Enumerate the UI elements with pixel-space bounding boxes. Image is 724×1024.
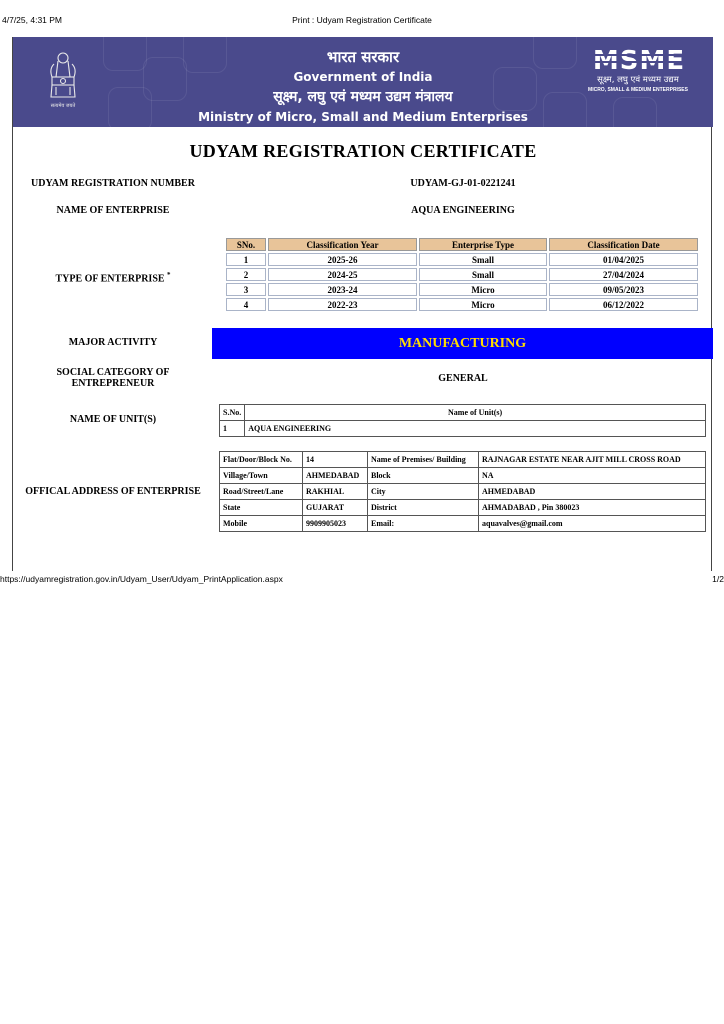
- table-cell: 2023-24: [268, 283, 417, 296]
- address-field-label: Village/Town: [220, 468, 303, 484]
- emblem-motto: सत्यमेव जयते: [50, 103, 76, 109]
- address-field-value: RAKHIAL: [303, 484, 368, 500]
- table-cell: 2024-25: [268, 268, 417, 281]
- address-table: [219, 451, 706, 532]
- table-row: [226, 253, 698, 266]
- units-label: NAME OF UNIT(S): [69, 414, 157, 425]
- address-field-label: Mobile: [220, 516, 303, 532]
- address-label: OFFICAL ADDRESS OF ENTERPRISE: [25, 486, 201, 497]
- classification-header-row: [226, 238, 698, 251]
- table-cell: 09/05/2023: [549, 283, 698, 296]
- table-cell: 2022-23: [268, 298, 417, 311]
- table-cell: 2025-26: [268, 253, 417, 266]
- col-header: S.No.: [220, 405, 245, 421]
- address-field-value: 9909905023: [303, 516, 368, 532]
- asterisk: *: [167, 271, 171, 279]
- table-row: [220, 468, 706, 484]
- address-field-label: State: [220, 500, 303, 516]
- table-row: [220, 484, 706, 500]
- table-row: [220, 516, 706, 532]
- certificate: [12, 37, 712, 571]
- address-field-value: AHMEDABAD: [303, 468, 368, 484]
- table-cell: Micro: [419, 283, 547, 296]
- address-field-value: aquavalves@gmail.com: [479, 516, 706, 532]
- print-header: [0, 15, 724, 27]
- social-category-value: GENERAL: [438, 373, 488, 384]
- banner-ministry: Ministry of Micro, Small and Medium Enterprises: [198, 110, 528, 124]
- banner-hindi-ministry: सूक्ष्म, लघु एवं मध्यम उद्यम मंत्रालय: [273, 89, 453, 105]
- table-cell: 06/12/2022: [549, 298, 698, 311]
- print-url: https://udyamregistration.gov.in/Udyam_User/Udyam_PrintApplication.aspx: [0, 574, 283, 584]
- col-header: Enterprise Type: [419, 238, 547, 251]
- msme-english-text: MICRO, SMALL & MEDIUM ENTERPRISES: [588, 87, 688, 93]
- msme-hindi-text: सूक्ष्म, लघु एवं मध्यम उद्यम: [597, 75, 679, 85]
- address-field-value: 14: [303, 452, 368, 468]
- col-header: Name of Unit(s): [245, 405, 706, 421]
- government-banner: [13, 37, 713, 127]
- major-activity-value: MANUFACTURING: [212, 328, 713, 359]
- table-cell: Micro: [419, 298, 547, 311]
- table-row: [220, 500, 706, 516]
- address-field-label: Block: [368, 468, 479, 484]
- table-row: [226, 298, 698, 311]
- print-title: Print : Udyam Registration Certificate: [292, 15, 432, 25]
- reg-number-label: UDYAM REGISTRATION NUMBER: [31, 178, 195, 189]
- banner-hindi-govt: भारत सरकार: [326, 48, 400, 66]
- enterprise-type-label: [13, 271, 213, 284]
- address-field-label: Flat/Door/Block No.: [220, 452, 303, 468]
- social-category-label-line2: ENTREPRENEUR: [71, 378, 155, 389]
- certificate-title: UDYAM REGISTRATION CERTIFICATE: [189, 141, 537, 161]
- social-category-label: [13, 367, 213, 389]
- table-cell: 3: [226, 283, 266, 296]
- table-cell: Small: [419, 268, 547, 281]
- enterprise-type-label-text: TYPE OF ENTERPRISE: [55, 273, 165, 285]
- social-category-label-line1: SOCIAL CATEGORY OF: [56, 367, 170, 378]
- address-field-value: AHMADABAD , Pin 380023: [479, 500, 706, 516]
- table-cell: 01/04/2025: [549, 253, 698, 266]
- address-field-label: Road/Street/Lane: [220, 484, 303, 500]
- address-field-label: District: [368, 500, 479, 516]
- table-row: [226, 283, 698, 296]
- banner-govt-india: Government of India: [293, 70, 433, 84]
- address-field-value: GUJARAT: [303, 500, 368, 516]
- table-row: [220, 421, 706, 437]
- table-row: [226, 268, 698, 281]
- address-field-label: City: [368, 484, 479, 500]
- print-datetime: 4/7/25, 4:31 PM: [2, 15, 63, 25]
- table-cell: 1: [226, 253, 266, 266]
- table-cell: 1: [220, 421, 245, 437]
- units-header-row: [220, 405, 706, 421]
- classification-table: [224, 236, 700, 313]
- address-field-label: Name of Premises/ Building: [368, 452, 479, 468]
- enterprise-name-value: AQUA ENGINEERING: [411, 205, 515, 216]
- print-footer: [0, 574, 724, 586]
- print-page-number: 1/2: [712, 574, 724, 584]
- col-header: SNo.: [226, 238, 266, 251]
- units-table: [219, 404, 706, 437]
- address-field-value: AHMEDABAD: [479, 484, 706, 500]
- address-field-label: Email:: [368, 516, 479, 532]
- msme-logo-text: MSME: [592, 47, 686, 73]
- table-cell: AQUA ENGINEERING: [245, 421, 706, 437]
- reg-number-value: UDYAM-GJ-01-0221241: [410, 178, 516, 189]
- table-row: [220, 452, 706, 468]
- national-emblem-icon: [43, 49, 83, 117]
- msme-logo-icon: [585, 47, 693, 73]
- table-cell: 2: [226, 268, 266, 281]
- col-header: Classification Year: [268, 238, 417, 251]
- address-field-value: NA: [479, 468, 706, 484]
- address-field-value: RAJNAGAR ESTATE NEAR AJIT MILL CROSS ROAD: [479, 452, 706, 468]
- enterprise-name-label: NAME OF ENTERPRISE: [56, 205, 170, 216]
- major-activity-label: MAJOR ACTIVITY: [68, 337, 158, 348]
- table-cell: 4: [226, 298, 266, 311]
- table-cell: Small: [419, 253, 547, 266]
- col-header: Classification Date: [549, 238, 698, 251]
- table-cell: 27/04/2024: [549, 268, 698, 281]
